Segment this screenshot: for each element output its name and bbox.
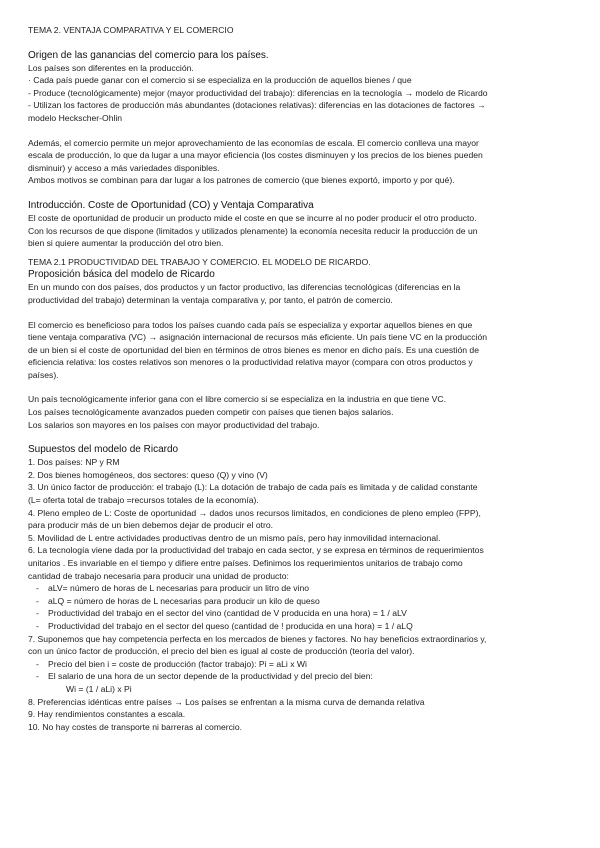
paragraph-line: bien si quiere aumentar la producción del otro bien.	[28, 238, 224, 249]
salary-formula: Wi = (1 / aLi) x Pi	[66, 683, 132, 694]
list-item: 10. No hay costes de transporte ni barreras al comercio.	[28, 721, 242, 732]
paragraph-line: - Utilizan los factores de producción más abundantes (dotaciones relativas): diferencias en las dotaciones de factores →	[28, 100, 486, 111]
sub-bullet: - Productividad del trabajo en el sector del queso (cantidad de ! producida en una hora) = 1 / aLQ	[28, 620, 576, 633]
paragraph-line: · Cada país puede ganar con el comercio si se especializa en la producción de aquellos bienes / que	[28, 75, 412, 86]
paragraph-line: eficiencia relativa: los costes relativos son menores o la productividad relativa mayor (compara con otros productos y	[28, 357, 473, 368]
list-item: 8. Preferencias idénticas entre países → Los países se enfrentan a la misma curva de demanda relativa	[28, 696, 425, 707]
paragraph-line: disminuir) y acceso a más variedades disponibles.	[28, 162, 220, 173]
paragraph-line: Los salarios son mayores en los países con mayor productividad del trabajo.	[28, 419, 320, 430]
list-item: 5. Movilidad de L entre actividades productivas dentro de un mismo país, pero hay inmovilidad internacional.	[28, 532, 441, 543]
list-item: 7. Suponemos que hay competencia perfecta en los mercados de bienes y factores. No hay beneficios extraordinarios y,	[28, 633, 487, 644]
origen-heading: Origen de las ganancias del comercio para los países.	[28, 49, 269, 61]
sub-bullet: - aLQ = número de horas de L necesarias para producir un kilo de queso	[28, 595, 576, 608]
list-item: 9. Hay rendimientos constantes a escala.	[28, 709, 186, 720]
document-page	[28, 24, 576, 733]
paragraph-line: Los países tecnológicamente avanzados pueden competir con países que tienen bajos salarios.	[28, 407, 394, 418]
list-item: cantidad de trabajo necesaria para producir una unidad de producto:	[28, 570, 289, 581]
paragraph-line: El coste de oportunidad de producir un producto mide el coste en que se incurre al no poder producir el otro producto.	[28, 212, 477, 223]
paragraph-line: Un país tecnológicamente inferior gana con el libre comercio si se especializa en la industria en que tiene VC.	[28, 394, 446, 405]
paragraph-line: Además, el comercio permite un mejor aprovechamiento de las economías de escala. El comercio conlleva una mayor	[28, 137, 479, 148]
list-item: 3. Un único factor de producción: el trabajo (L): La dotación de trabajo de cada país es limitada y de calidad constante	[28, 482, 478, 493]
sub-bullet: - El salario de una hora de un sector depende de la productividad y del precio del bien:	[28, 670, 576, 683]
paragraph-line: Ambos motivos se combinan para dar lugar a los patrones de comercio (que bienes exportó, importo y por qué).	[28, 175, 455, 186]
sub-bullet: - Productividad del trabajo en el sector del vino (cantidad de V producida en una hora) = 1 / aLV	[28, 607, 576, 620]
paragraph-line: tiene ventaja comparativa (VC) → asignación internacional de recursos más eficiente. Un país tiene VC en la producción	[28, 332, 488, 343]
paragraph-line: Con los recursos de que dispone (limitados y utilizados plenamente) la economía necesita reducir la producción de un	[28, 225, 478, 236]
list-item: unitarios . Es invariable en el tiempo y difiere entre países. Definimos los requerimientos unitarios de trabajo como	[28, 558, 463, 568]
paragraph-line: de un bien si el coste de oportunidad del bien en términos de otros bienes es menor en dicho país. Es una cuestión de	[28, 344, 479, 355]
list-item: (L= oferta total de trabajo =recursos totales de la economía).	[28, 495, 259, 506]
sub-bullet: - aLV= número de horas de L necesarias para producir un litro de vino	[28, 582, 576, 595]
subsection-heading: Proposición básica del modelo de Ricardo	[28, 269, 215, 281]
list-item: 2. Dos bienes homogéneos, dos sectores: queso (Q) y vino (V)	[28, 469, 268, 480]
list-item: 6. La tecnología viene dada por la productividad del trabajo en cada sector, y se expresa en términos de requerimientos	[28, 545, 484, 556]
paragraph-line: productividad del trabajo) determinan la ventaja comparativa y, por tanto, el patrón de comercio.	[28, 294, 393, 305]
document-title: TEMA 2. VENTAJA COMPARATIVA Y EL COMERCIO	[28, 25, 234, 35]
section-heading: TEMA 2.1 PRODUCTIVIDAD DEL TRABAJO Y COMERCIO. EL MODELO DE RICARDO.	[28, 256, 371, 267]
intro-heading: Introducción. Coste de Oportunidad (CO) y Ventaja Comparativa	[28, 199, 314, 211]
paragraph-line: - Produce (tecnológicamente) mejor (mayor productividad del trabajo): diferencias en la tecnología → modelo de Ricardo	[28, 87, 488, 98]
paragraph-line: El comercio es beneficioso para todos los países cuando cada país se especializa y exportar aquellos bienes en que	[28, 319, 473, 330]
sub-bullet: - Precio del bien i = coste de producción (factor trabajo): Pi = aLi x Wi	[28, 658, 576, 671]
list-item: con un único factor de producción, el precio del bien es igual al coste de producción (teoría del valor).	[28, 646, 415, 657]
list-item: 1. Dos países: NP y RM	[28, 457, 120, 468]
supuestos-heading: Supuestos del modelo de Ricardo	[28, 444, 179, 456]
list-item: para producir más de un bien debemos dejar de producir el otro.	[28, 520, 274, 531]
list-item: 4. Pleno empleo de L: Coste de oportunidad → dados unos recursos limitados, en condiciones de pleno empleo (FPP),	[28, 507, 481, 518]
paragraph-line: En un mundo con dos países, dos productos y un factor productivo, las diferencias tecnológicas (diferencias en la	[28, 282, 461, 293]
paragraph-line: escala de producción, lo que da lugar a una mayor eficiencia (los costes disminuyen y los precios de los bienes pueden	[28, 150, 483, 161]
paragraph-line: modelo Heckscher-Ohlin	[28, 112, 123, 123]
paragraph-line: países).	[28, 369, 59, 380]
paragraph-line: Los países son diferentes en la producción.	[28, 62, 194, 73]
